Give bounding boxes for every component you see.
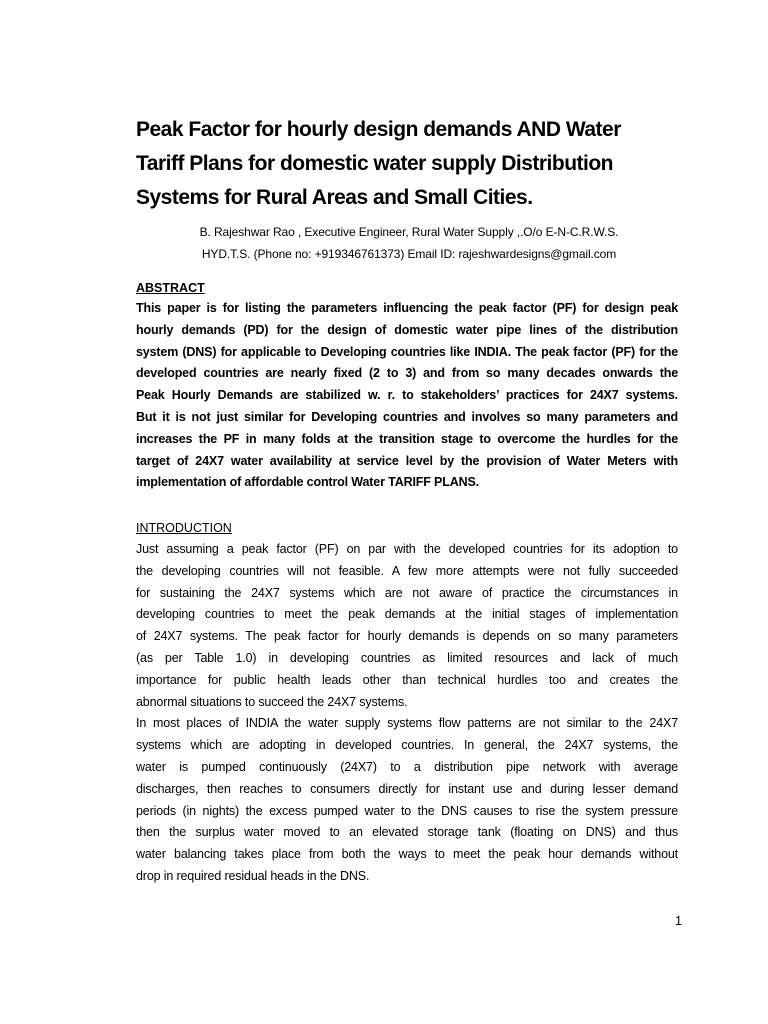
introduction-line: (as per Table 1.0) in developing countries as limited resources and lack of much (136, 650, 678, 665)
introduction-line: drop in required residual heads in the DNS. (136, 868, 370, 883)
introduction-line: Just assuming a peak factor (PF) on par with the developed countries for its adoption to (136, 542, 678, 556)
introduction-line: the developing countries will not feasible. A few more attempts were not fully succeeded (136, 563, 678, 578)
introduction-line: importance for public health leads other than technical hurdles too and creates the (136, 672, 678, 687)
introduction-line: water balancing takes place from both the ways to meet the peak hour demands without (136, 847, 678, 862)
paper-title (136, 113, 682, 215)
title-line: Peak Factor for hourly design demands AND Water (136, 118, 621, 141)
introduction-line: for sustaining the 24X7 systems which are not aware of practice the circumstances in (136, 585, 678, 600)
author-block (136, 221, 682, 265)
abstract-line: But it is not just similar for Developing countries and involves so many parameters and (136, 409, 678, 424)
abstract-line: increases the PF in many folds at the transition stage to overcome the hurdles for the (136, 431, 678, 446)
introduction-line: abnormal situations to succeed the 24X7 systems. (136, 694, 408, 709)
introduction-line: water is pumped continuously (24X7) to a distribution pipe network with average (136, 759, 678, 774)
author-contact-line: HYD.T.S. (Phone no: +919346761373) Email ID: rajeshwardesigns@gmail.com (201, 247, 617, 261)
introduction-line: developing countries to meet the peak demands at the initial stages of implementation (136, 607, 678, 622)
title-line: Systems for Rural Areas and Small Cities. (136, 186, 533, 209)
abstract-line: developed countries are nearly fixed (2 to 3) and from so many decades onwards the (136, 366, 678, 381)
introduction-line: then the surplus water moved to an elevated storage tank (floating on DNS) and thus (136, 825, 678, 840)
abstract-line: system (DNS) for applicable to Developing countries like INDIA. The peak factor (PF) for the (136, 344, 678, 359)
abstract-line: target of 24X7 water availability at service level by the provision of Water Meters with (136, 453, 678, 468)
page-number: 1 (675, 914, 682, 928)
author-line: B. Rajeshwar Rao , Executive Engineer, Rural Water Supply ,.O/o E-N-C.R.W.S. (199, 225, 619, 239)
title-line: Tariff Plans for domestic water supply Distribution (136, 152, 614, 175)
introduction-line: In most places of INDIA the water supply systems flow patterns are not similar to the 24X7 (136, 716, 678, 731)
abstract-heading: ABSTRACT (136, 281, 205, 295)
introduction-text (136, 539, 678, 888)
introduction-line: discharges, then reaches to consumers directly for instant use and during lesser demand (136, 781, 678, 796)
introduction-line: of 24X7 systems. The peak factor for hourly demands is depends on so many parameters (136, 629, 678, 644)
abstract-paragraph (136, 298, 678, 494)
introduction-line: periods (in nights) the excess pumped water to the DNS causes to rise the system pressure (136, 803, 678, 818)
abstract-line: This paper is for listing the parameters influencing the peak factor (PF) for design peak (136, 301, 678, 315)
abstract-line: Peak Hourly Demands are stabilized w. r. to stakeholders’ practices for 24X7 systems. (136, 388, 678, 403)
abstract-line: hourly demands (PD) for the design of domestic water pipe lines of the distribution (136, 322, 678, 337)
introduction-line: systems which are adopting in developed countries. In general, the 24X7 systems, the (136, 738, 678, 753)
abstract-line: implementation of affordable control Water TARIFF PLANS. (136, 475, 479, 490)
introduction-heading: INTRODUCTION (136, 521, 232, 535)
